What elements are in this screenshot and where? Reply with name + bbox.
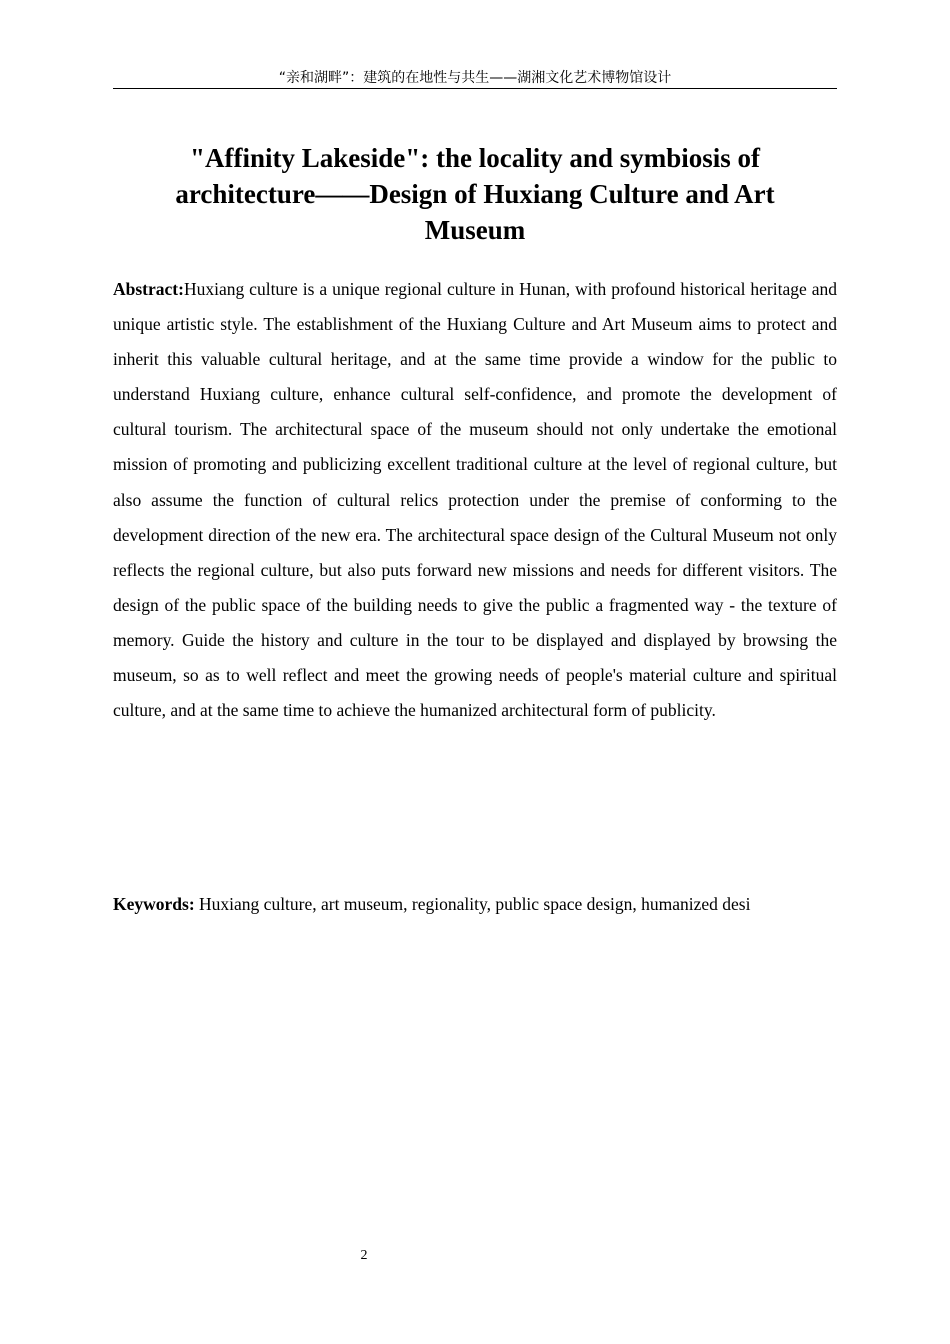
abstract-text: Huxiang culture is a unique regional culture in Hunan, with profound historical heritage and unique artistic style. The establishment of the Huxiang Culture and Art Museum aims to protect and inherit this valuable cultural heritage, and at the same time provide a window for the public to understand Huxiang culture, enhance cultural self-confidence, and promote the development of cultural tourism. The architectural space of the museum should not only undertake the emotional mission of promoting and publicizing excellent traditional culture at the level of regional culture, but also assume the function of cultural relics protection under the premise of conforming to the development direction of the new era. The architectural space design of the Cultural Museum not only reflects the regional culture, but also puts forward new missions and needs for different visitors. The design of the public space of the building needs to give the public a fragmented way - the texture of memory. Guide the history and culture in the tour to be displayed and displayed by browsing the museum, so as to well reflect and meet the growing needs of people's material culture and spiritual culture, and at the same time to achieve the humanized architectural form of publicity.: [113, 279, 837, 721]
abstract-paragraph: [113, 272, 837, 728]
page-number: 2: [360, 1248, 368, 1263]
paper-title: "Affinity Lakeside": the locality and symbiosis of architecture——Design of Huxiang Culture and Art Museum: [175, 143, 775, 245]
keywords-label: Keywords:: [113, 894, 195, 914]
running-header: “亲和湖畔”：建筑的在地性与共生——湖湘文化艺术博物馆设计: [278, 70, 672, 86]
header-rule: [113, 88, 837, 89]
keywords-text: Huxiang culture, art museum, regionality, public space design, humanized desi: [199, 894, 751, 914]
keywords-paragraph: [113, 887, 837, 922]
abstract-label: Abstract:: [113, 279, 184, 299]
